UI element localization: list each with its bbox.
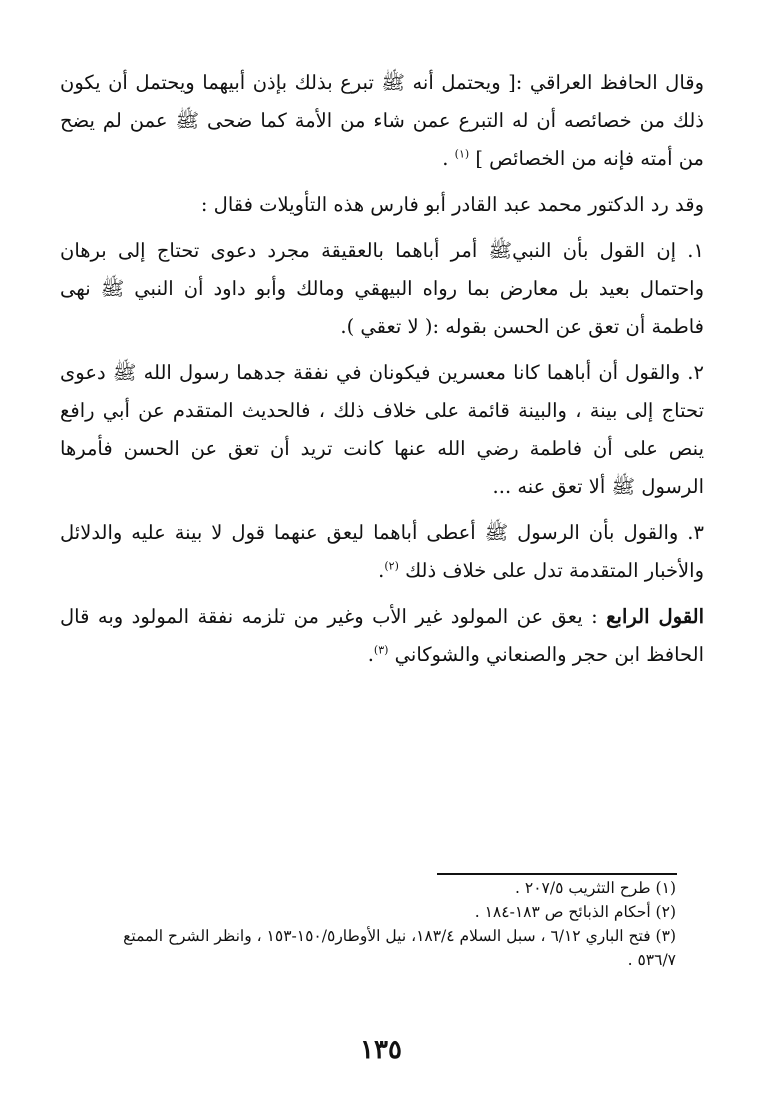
paragraph-text: ٣. والقول بأن الرسول ﷺ أعطى أباهما ليعق عنهما قول لا بينة عليه والدلائل والأخبار المتقدمة تدل على خلاف ذلك [60,521,704,582]
point-3-paragraph [60,514,704,590]
fourth-opinion-paragraph [60,598,704,674]
footnote-ref-1: (١) [454,147,470,161]
point-1-paragraph [60,232,704,346]
paragraph-text: وقال الحافظ العراقي :[ ويحتمل أنه ﷺ تبرع بذلك بإذن أبيهما ويحتمل أن يكون ذلك من خصائصه أن له التبرع عمن شاء من الأمة كما ضحى ﷺ عمن لم يضح من أمته فإنه من الخصائص ] [60,71,704,170]
paragraph-text: ١. إن القول بأن النبيﷺ أمر أباهما بالعقيقة مجرد دعوى تحتاج إلى برهان واحتمال بعيد بل معارض بما رواه البيهقي ومالك وأبو داود أن النبي ﷺ نهى فاطمة أن تعق عن الحسن بقوله :( لا تعقي ). [60,239,704,338]
paragraph-text: ٢. والقول أن أباهما كانا معسرين فيكونان في نفقة جدهما رسول الله ﷺ دعوى تحتاج إلى بينة ، والبينة قائمة على خلاف ذلك ، فالحديث المتقدم عن أبي رافع ينص على أن فاطمة رضي الله عنها كانت تريد أن تعق عن الحسن فأمرها الرسول ﷺ ألا تعق عنه ... [60,361,704,498]
point-2-paragraph [60,354,704,506]
footnote-2: (٢) أحكام الذبائح ص ١٨٣-١٨٤ . [474,903,676,921]
paragraph-end: . [442,147,455,170]
footnote-separator [437,873,677,875]
paragraph-end: . [367,643,374,666]
section-heading: القول الرابع [606,605,704,628]
page-number: ١٣٥ [360,1035,402,1065]
footnote-ref-3: (٣) [373,643,389,657]
footnotes [82,876,676,972]
quote-paragraph [60,64,704,178]
intro-paragraph [60,186,704,224]
footnote-ref-2: (٢) [384,559,399,573]
footnote-3: (٣) فتح الباري ٦/١٢ ، سبل السلام ١٨٣/٤، نيل الأوطار١٥٠/٥-١٥٣ ، وانظر الشرح الممتع ٥٣٦/٧ . [123,927,676,969]
paragraph-text: وقد رد الدكتور محمد عبد القادر أبو فارس هذه التأويلات فقال : [200,193,704,216]
footnote-1: (١) طرح التثريب ٢٠٧/٥ . [515,879,676,897]
paragraph-end: . [378,559,385,582]
main-text [60,0,704,674]
paragraph-text: : يعق عن المولود غير الأب وغير من تلزمه نفقة المولود وبه قال الحافظ ابن حجر والصنعاني والشوكاني [60,605,704,666]
